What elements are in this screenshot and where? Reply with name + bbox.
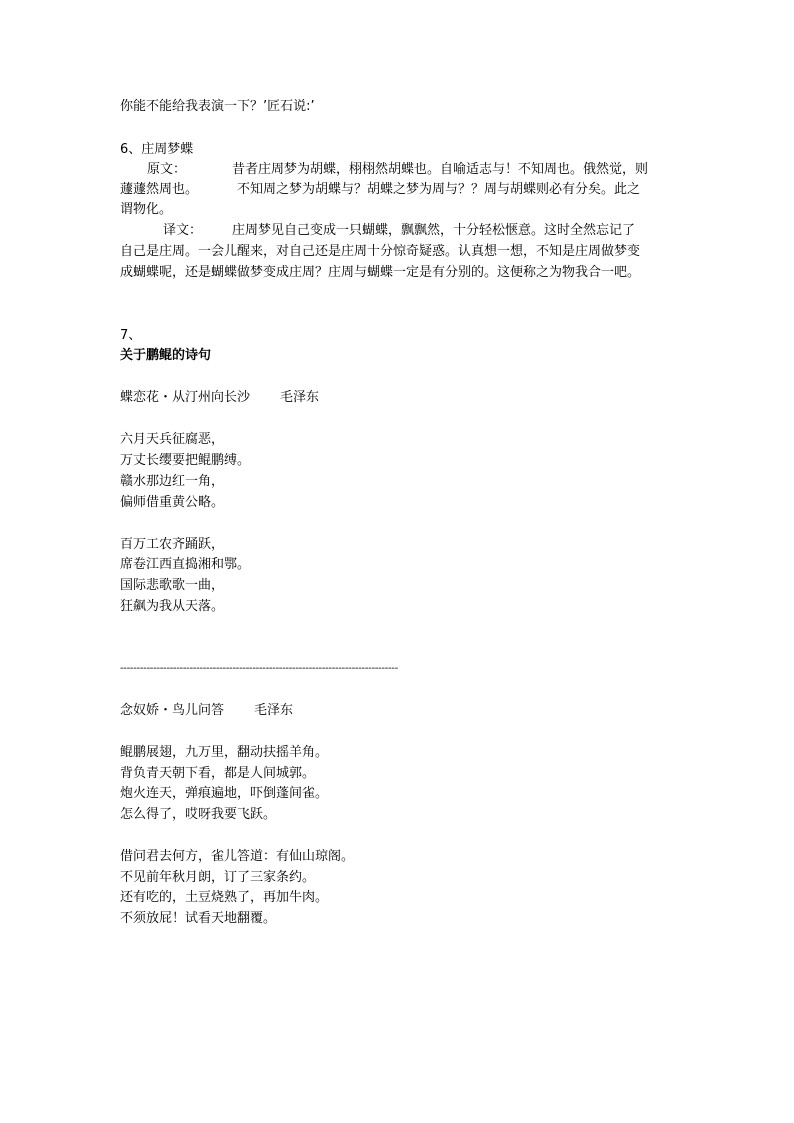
- poem1-author: 毛泽东: [280, 390, 320, 405]
- poem2-line: 借问君去何方，雀儿答道：有仙山琼阁。: [120, 849, 355, 864]
- poem1-line: 万丈长缨要把鲲鹏缚。: [120, 453, 251, 468]
- poem2-author: 毛泽东: [254, 703, 294, 718]
- section6-original-line3: 谓物化。: [120, 202, 173, 217]
- poem2-title: 念奴娇・鸟儿问答: [120, 703, 225, 718]
- original-text: 不知周之梦为胡蝶与？胡蝶之梦为周与？？周与胡蝶则必有分矣。此之: [237, 182, 641, 197]
- poem1-line: 赣水那边红一角，: [120, 474, 225, 489]
- section7-heading: 关于鹏鲲的诗句: [120, 348, 212, 363]
- section6-translation-line1: [163, 221, 635, 241]
- poem1-line: 席卷江西直捣湘和鄂。: [120, 557, 251, 572]
- section6-translation-line2: 自己是庄周。一会儿醒来，对自己还是庄周十分惊奇疑惑。认真想一想，不知是庄周做梦变: [120, 244, 641, 259]
- poem1-line: 狂飙为我从天落。: [120, 599, 225, 614]
- translation-text: 庄周梦见自己变成一只蝴蝶，飘飘然，十分轻松惬意。这时全然忘记了: [232, 223, 636, 238]
- previous-text-line: 你能不能给我表演一下？’匠石说:’: [120, 99, 315, 114]
- poem2-line: 炮火连天，弹痕遍地，吓倒蓬间雀。: [120, 786, 329, 801]
- poem1-line: 国际悲歌歌一曲，: [120, 578, 225, 593]
- section6-heading: 6、庄周梦蝶: [120, 142, 194, 157]
- poem2-line: 背负青天朝下看，都是人间城郭。: [120, 766, 316, 781]
- translation-label: 译文：: [163, 223, 203, 238]
- original-label: 原文：: [147, 162, 187, 177]
- poem1-title-line: [120, 388, 319, 408]
- section6-original-line2: [120, 180, 640, 200]
- section6-translation-line3: 成蝴蝶呢，还是蝴蝶做梦变成庄周？庄周与蝴蝶一定是有分别的。这便称之为物我合一吧。: [120, 265, 641, 280]
- dashed-separator: ------------------------------------------------------------------------------------: [120, 663, 398, 674]
- poem1-line: 百万工农齐踊跃，: [120, 537, 225, 552]
- poem2-line: 鲲鹏展翅，九万里，翻动扶摇羊角。: [120, 745, 329, 760]
- section7-number: 7、: [120, 328, 142, 343]
- poem2-line: 不须放屁！试看天地翻覆。: [120, 911, 277, 926]
- poem2-line: 不见前年秋月朗，订了三家条约。: [120, 870, 316, 885]
- poem2-line: 还有吃的，土豆烧熟了，再加牛肉。: [120, 890, 329, 905]
- original-text: 蘧蘧然周也。: [120, 182, 199, 197]
- poem2-title-line: [120, 701, 293, 721]
- section6-original-line1: [147, 160, 648, 180]
- poem1-line: 六月天兵征腐恶，: [120, 432, 225, 447]
- poem1-line: 偏师借重黄公略。: [120, 495, 225, 510]
- original-text: 昔者庄周梦为胡蝶，栩栩然胡蝶也。自喻适志与！不知周也。俄然觉，则: [232, 162, 649, 177]
- poem1-title: 蝶恋花・从汀州向长沙: [120, 390, 251, 405]
- poem2-line: 怎么得了，哎呀我要飞跃。: [120, 807, 277, 822]
